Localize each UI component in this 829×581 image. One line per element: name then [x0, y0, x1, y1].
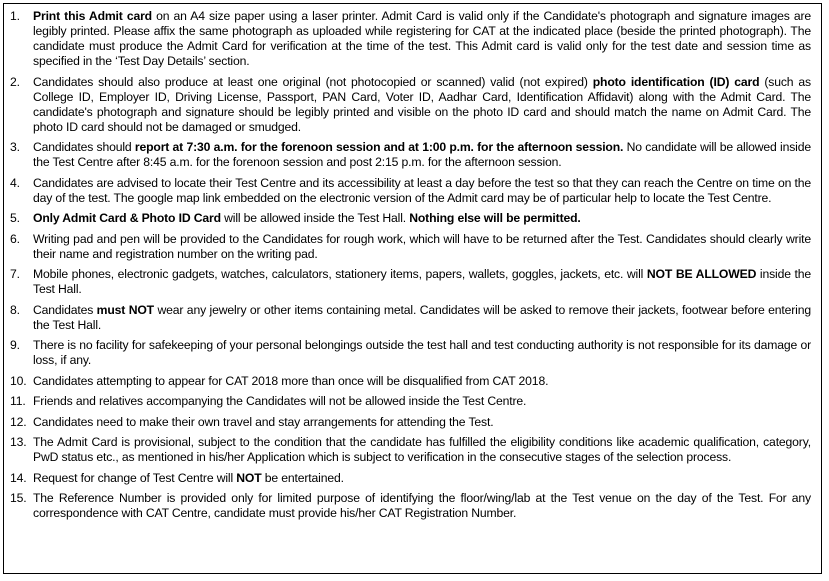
instruction-item	[10, 232, 811, 262]
instruction-emphasis: photo identification (ID) card	[592, 74, 760, 89]
instruction-text: (such as College ID, Employer ID, Driving License, Passport, PAN Card, Voter ID, Aadhar Card, Identification Affidavit) along with the Admit Card. The candidate's photograph and signature should be legibly printed and visible on the photo ID card and should match the name on Admit Card. The photo ID card should not be damaged or smudged.	[33, 74, 811, 134]
instruction-number: 8.	[10, 302, 20, 317]
instruction-item	[10, 140, 811, 170]
instruction-emphasis: must NOT	[96, 302, 154, 317]
instruction-text: Candidates attempting to appear for CAT 2018 more than once will be disqualified from CAT 2018.	[33, 373, 549, 388]
instruction-number: 1.	[10, 9, 20, 23]
instruction-text: Friends and relatives accompanying the Candidates will not be allowed inside the Test Centre.	[33, 394, 527, 408]
instruction-number: 2.	[10, 74, 20, 89]
instruction-number: 15.	[10, 491, 27, 505]
instruction-number: 14.	[10, 470, 27, 485]
instruction-emphasis: NOT	[236, 470, 262, 485]
instruction-text: The Admit Card is provisional, subject to the condition that the candidate has fulfilled the eligibility conditions like academic qualification, category, PwD status etc., as mentioned in his/her Application which is subject to verification in the consecutive stages of the selection process.	[33, 435, 811, 464]
instruction-text: Candidates need to make their own travel and stay arrangements for attending the Test.	[33, 414, 494, 429]
instruction-number: 9.	[10, 338, 20, 352]
instruction-number: 11.	[10, 394, 26, 408]
instruction-item	[10, 374, 811, 389]
instruction-number: 6.	[10, 231, 20, 246]
instruction-text: Writing pad and pen will be provided to the Candidates for rough work, which will have to be returned after the Test. Candidates should clearly write their name and registration number on the writing pad.	[33, 231, 811, 261]
instruction-text: inside the Test Hall.	[33, 267, 811, 296]
instruction-text: Mobile phones, electronic gadgets, watches, calculators, stationery items, papers, wallets, goggles, jackets, etc. will	[33, 267, 647, 281]
instruction-number: 10.	[10, 373, 27, 388]
instruction-emphasis: report at 7:30 a.m. for the forenoon session and at 1:00 p.m. for the afternoon session.	[134, 140, 624, 154]
instruction-item	[10, 267, 811, 297]
instruction-number: 7.	[10, 267, 20, 281]
instruction-text: on an A4 size paper using a laser printer. Admit Card is valid only if the Candidate's photograph and signature images are legibly printed. Please affix the same photograph as uploaded while registering for CAT at the indicated place (beside the printed photograph). The candidate must produce the Admit Card for verification at the time of the test. This Admit card is valid only for the test date and session time as specified in the ‘Test Day Details’ section.	[33, 9, 811, 68]
instruction-item	[10, 394, 811, 409]
instruction-number: 4.	[10, 175, 20, 190]
instruction-emphasis: Nothing else will be permitted.	[409, 211, 581, 225]
instruction-item	[10, 75, 811, 135]
instruction-text: Candidates	[33, 302, 97, 317]
instruction-item	[10, 338, 811, 368]
instruction-text: There is no facility for safekeeping of your personal belongings outside the test hall and test conducting authority is not responsible for its damage or loss, if any.	[33, 338, 811, 367]
instruction-item	[10, 491, 811, 521]
instructions-list	[4, 4, 821, 521]
instruction-item	[10, 176, 811, 206]
instruction-item	[10, 415, 811, 430]
instruction-item	[10, 471, 811, 486]
instruction-item	[10, 211, 811, 226]
instruction-item	[10, 303, 811, 333]
instruction-number: 12.	[10, 414, 27, 429]
instruction-text: will be allowed inside the Test Hall.	[220, 211, 410, 225]
instructions-box	[3, 3, 822, 574]
instruction-item	[10, 435, 811, 465]
instruction-text: Candidates should also produce at least one original (not photocopied or scanned) valid (not expired)	[33, 74, 593, 89]
instruction-text: wear any jewelry or other items containing metal. Candidates will be asked to remove their jackets, footwear before entering the Test Hall.	[33, 302, 811, 332]
instruction-text: Candidates should	[33, 140, 135, 154]
instruction-emphasis: Print this Admit card	[33, 9, 152, 23]
instruction-number: 5.	[10, 211, 20, 225]
instruction-emphasis: NOT BE ALLOWED	[646, 267, 757, 281]
instruction-text: No candidate will be allowed inside the Test Centre after 8:45 a.m. for the forenoon session and post 2:15 p.m. for the afternoon session.	[33, 140, 811, 169]
instruction-text: Candidates are advised to locate their Test Centre and its accessibility at least a day before the test so that they can reach the Centre on time on the day of the test. The google map link embedded on the electronic version of the Admit card may be of particular help to locate the Test Centre.	[33, 175, 811, 205]
instruction-number: 3.	[10, 140, 20, 154]
instruction-emphasis: Only Admit Card & Photo ID Card	[33, 211, 221, 225]
instruction-number: 13.	[10, 435, 27, 449]
instruction-text: Request for change of Test Centre will	[33, 470, 237, 485]
instruction-item	[10, 9, 811, 69]
instruction-text: The Reference Number is provided only for limited purpose of identifying the floor/wing/lab at the Test venue on the day of the Test. For any correspondence with CAT Centre, candidate must provide his/her CAT Registration Number.	[33, 491, 811, 520]
instruction-text: be entertained.	[261, 470, 344, 485]
